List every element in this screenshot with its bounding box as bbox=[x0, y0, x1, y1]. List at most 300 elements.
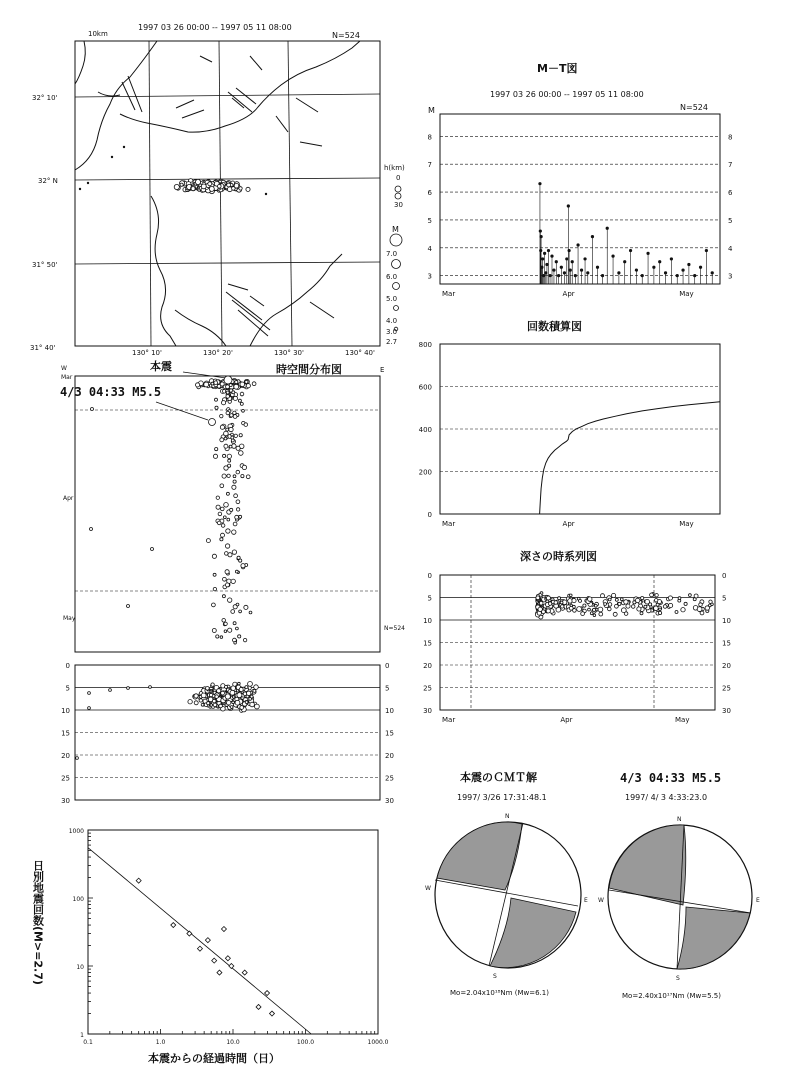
spacetime-event bbox=[239, 515, 242, 518]
spacetime-event bbox=[244, 423, 248, 427]
map-scale-label: 10km bbox=[88, 30, 108, 38]
mt-ytick-left: 3 bbox=[427, 272, 432, 281]
mt-point bbox=[557, 274, 560, 277]
spacetime-event bbox=[220, 484, 224, 488]
depth-time-event bbox=[678, 597, 681, 600]
mt-chart bbox=[428, 61, 733, 298]
spacetime-event bbox=[212, 629, 216, 633]
spacetime-event bbox=[226, 395, 230, 399]
spacetime-event bbox=[242, 465, 246, 469]
mag-legend-circle-4 bbox=[394, 306, 399, 311]
omori-point bbox=[269, 1011, 274, 1016]
spacetime-event-label: 4/3 04:33 M5.5 bbox=[60, 385, 162, 399]
lon-label-130-40: 130° 40' bbox=[345, 349, 375, 357]
spacetime-event bbox=[222, 595, 225, 598]
depth-section-event bbox=[249, 698, 252, 701]
mt-point bbox=[623, 260, 626, 263]
depth-section-event bbox=[221, 691, 225, 695]
spacetime-event bbox=[211, 382, 214, 385]
depth-section-plot bbox=[61, 662, 394, 805]
map-epicenter bbox=[227, 183, 231, 187]
spacetime-event-apr3 bbox=[209, 419, 216, 426]
mag-legend-6: 6.0 bbox=[386, 273, 398, 281]
spacetime-event bbox=[232, 444, 236, 448]
depth-time-title: 深さの時系列図 bbox=[520, 550, 597, 563]
mt-point bbox=[641, 274, 644, 277]
mt-point bbox=[548, 274, 551, 277]
mt-point bbox=[538, 182, 541, 185]
spacetime-event bbox=[227, 454, 231, 458]
spacetime-event bbox=[223, 516, 226, 519]
depth-section-event bbox=[237, 693, 242, 698]
cumulative-ytick: 200 bbox=[418, 468, 432, 477]
map-epicenter bbox=[201, 184, 206, 189]
mt-ytick-left: 7 bbox=[427, 161, 432, 170]
spacetime-event bbox=[240, 402, 243, 405]
depth-time-event bbox=[699, 603, 703, 607]
mt-point bbox=[541, 257, 544, 260]
mt-point bbox=[687, 263, 690, 266]
spacetime-event bbox=[236, 508, 239, 511]
depth-section-event bbox=[149, 686, 152, 689]
spacetime-event bbox=[220, 438, 224, 442]
spacetime-event bbox=[223, 577, 227, 581]
mt-point bbox=[611, 255, 614, 258]
depth-section-event bbox=[188, 700, 192, 704]
spacetime-event bbox=[236, 500, 240, 504]
spacetime-event bbox=[249, 611, 252, 614]
depth-section-event bbox=[109, 689, 112, 692]
spacetime-event bbox=[239, 434, 242, 437]
depth-section-right-tick: 20 bbox=[385, 752, 394, 760]
spacetime-event bbox=[226, 428, 229, 431]
depth-time-event bbox=[593, 614, 596, 617]
spacetime-event bbox=[222, 401, 226, 405]
depth-time-event bbox=[654, 606, 659, 611]
depth-section-event bbox=[212, 699, 216, 703]
spacetime-event bbox=[216, 505, 220, 509]
mt-point bbox=[681, 268, 684, 271]
depth-time-event bbox=[542, 610, 546, 614]
depth-time-event bbox=[613, 612, 617, 616]
depth-section-event bbox=[219, 704, 223, 708]
mt-point bbox=[568, 249, 571, 252]
omori-points bbox=[88, 848, 311, 1034]
spacetime-event bbox=[234, 642, 237, 645]
mt-xtick: Apr bbox=[562, 290, 575, 298]
spacetime-event bbox=[212, 603, 216, 607]
spacetime-event bbox=[232, 530, 236, 534]
depth-time-event bbox=[598, 607, 603, 612]
spacetime-event bbox=[245, 380, 248, 383]
depth-time-event bbox=[689, 594, 692, 597]
mt-xtick: Mar bbox=[442, 290, 456, 298]
spacetime-event bbox=[244, 605, 248, 609]
mt-count: N=524 bbox=[680, 103, 708, 112]
cumulative-line bbox=[540, 402, 720, 514]
cumulative-xtick: May bbox=[679, 520, 694, 528]
depth-time-event bbox=[684, 602, 687, 605]
map-header: 1997 03 26 00:00 -- 1997 05 11 08:00 bbox=[138, 23, 292, 32]
depth-section-event bbox=[207, 702, 210, 705]
spacetime-event bbox=[220, 425, 224, 429]
cmt-b-datetime: 1997/ 4/ 3 4:33:23.0 bbox=[625, 793, 708, 802]
beachball-a-w: W bbox=[425, 885, 431, 892]
depth-section-event bbox=[245, 686, 248, 689]
depth-section-left-tick: 30 bbox=[61, 797, 70, 805]
spacetime-event bbox=[127, 605, 130, 608]
omori-xtick: 100.0 bbox=[296, 1039, 315, 1046]
spacetime-event bbox=[222, 474, 226, 478]
mt-point bbox=[565, 257, 568, 260]
coastline bbox=[75, 41, 360, 346]
spacetime-event bbox=[233, 522, 237, 526]
spacetime-event bbox=[213, 587, 216, 590]
mt-point bbox=[586, 271, 589, 274]
depth-legend-title: h(km) bbox=[384, 164, 405, 172]
spacetime-event bbox=[234, 494, 238, 498]
depth-section-event bbox=[211, 683, 214, 686]
mainshock-leader bbox=[183, 372, 226, 378]
map-epicenter bbox=[195, 179, 200, 184]
depth-section-event bbox=[213, 703, 217, 707]
mt-point bbox=[652, 266, 655, 269]
beachball-a-s: S bbox=[493, 973, 497, 980]
spacetime-event bbox=[236, 470, 240, 474]
depth-time-event bbox=[558, 597, 561, 600]
cumulative-ytick: 400 bbox=[418, 426, 432, 434]
spacetime-event bbox=[228, 598, 232, 602]
spacetime-event bbox=[226, 529, 230, 533]
depth-time-event bbox=[577, 607, 582, 612]
spacetime-event bbox=[227, 518, 230, 521]
depth-time-left-tick: 20 bbox=[423, 662, 432, 670]
depth-time-event bbox=[618, 602, 621, 605]
spacetime-event bbox=[235, 570, 238, 573]
spacetime-event bbox=[234, 434, 237, 437]
mt-point bbox=[539, 229, 542, 232]
map-epicenter bbox=[174, 184, 179, 189]
spacetime-event bbox=[225, 570, 229, 574]
depth-time-xtick: May bbox=[674, 716, 690, 724]
spacetime-event bbox=[239, 451, 244, 456]
depth-section-event bbox=[250, 702, 255, 707]
depth-time-event bbox=[669, 603, 673, 607]
map-epicenter bbox=[180, 183, 183, 186]
depth-section-right-tick: 10 bbox=[385, 707, 394, 715]
spacetime-event bbox=[233, 396, 237, 400]
spacetime-event bbox=[239, 610, 242, 613]
depth-section-event bbox=[127, 687, 130, 690]
depth-time-event bbox=[569, 606, 573, 610]
map-epicenter bbox=[208, 182, 212, 186]
lat-label-31-50: 31° 50' bbox=[32, 261, 58, 269]
spacetime-event bbox=[217, 521, 221, 525]
spacetime-event bbox=[224, 503, 229, 508]
depth-section-event bbox=[255, 704, 260, 709]
beachball-a-e: E bbox=[584, 897, 588, 904]
lat-label-32-10: 32° 10' bbox=[32, 94, 58, 102]
mt-point bbox=[563, 271, 566, 274]
depth-time-event bbox=[655, 599, 658, 602]
spacetime-event bbox=[215, 398, 218, 401]
spacetime-event bbox=[221, 533, 225, 537]
spacetime-event bbox=[225, 544, 229, 548]
mt-point bbox=[664, 271, 667, 274]
lat-label-32: 32° N bbox=[38, 177, 58, 185]
depth-section-left-tick: 10 bbox=[61, 707, 70, 715]
spacetime-event bbox=[234, 384, 239, 389]
mt-point bbox=[601, 274, 604, 277]
omori-xtick: 10.0 bbox=[226, 1039, 240, 1046]
spacetime-event bbox=[151, 548, 154, 551]
depth-section-event bbox=[201, 703, 204, 706]
depth-legend-circle-0 bbox=[395, 186, 401, 192]
depth-time-event bbox=[709, 600, 712, 603]
spacetime-event bbox=[223, 454, 226, 457]
depth-time-event bbox=[554, 601, 558, 605]
depth-time-event bbox=[675, 611, 678, 614]
omori-xlabel: 本震からの経過時間（日） bbox=[148, 1052, 280, 1065]
spacetime-event bbox=[216, 496, 219, 499]
depth-time-xticks bbox=[442, 716, 689, 724]
omori-ylabel: 日別地震回数(M>=2.7) bbox=[31, 860, 45, 985]
depth-time-chart bbox=[423, 549, 731, 724]
spacetime-event bbox=[224, 622, 227, 625]
omori-point bbox=[197, 946, 202, 951]
omori-point bbox=[225, 956, 230, 961]
cumulative-xticks bbox=[442, 520, 694, 528]
spacetime-event bbox=[220, 382, 224, 386]
spacetime-event bbox=[240, 392, 244, 396]
spacetime-event bbox=[228, 628, 232, 632]
mt-point bbox=[676, 274, 679, 277]
spacetime-event bbox=[232, 550, 236, 554]
mt-point bbox=[543, 252, 546, 255]
mag-legend-5: 5.0 bbox=[386, 295, 398, 303]
mt-frame bbox=[440, 114, 720, 284]
spacetime-event bbox=[204, 382, 209, 387]
depth-time-event bbox=[570, 594, 573, 597]
mt-grid bbox=[428, 133, 733, 280]
spacetime-event bbox=[196, 383, 200, 387]
spacetime-title: 時空間分布図 bbox=[276, 363, 342, 376]
depth-time-left-tick: 25 bbox=[423, 684, 432, 693]
depth-time-event bbox=[631, 605, 635, 609]
depth-section-event bbox=[76, 757, 79, 760]
map-epicenter bbox=[209, 186, 214, 191]
depth-time-event bbox=[641, 597, 644, 600]
depth-time-event bbox=[668, 596, 672, 600]
mt-point bbox=[711, 271, 714, 274]
depth-section-event bbox=[232, 701, 235, 704]
map-epicenter bbox=[111, 156, 113, 158]
depth-time-event bbox=[560, 601, 563, 604]
mt-ytitle: M bbox=[428, 106, 435, 115]
beachball-b-e: E bbox=[756, 897, 760, 904]
depth-section-left-tick: 25 bbox=[61, 774, 70, 783]
mt-point bbox=[591, 235, 594, 238]
spacetime-event bbox=[235, 515, 239, 519]
cmt-a-moment: Mo=2.04x10¹⁸Nm (Mw=6.1) bbox=[450, 989, 549, 997]
cumulative-grid bbox=[419, 341, 720, 519]
spacetime-event bbox=[226, 492, 229, 495]
mt-point bbox=[693, 274, 696, 277]
spacetime-event bbox=[220, 538, 223, 541]
spacetime-event bbox=[242, 409, 245, 412]
beachball-b bbox=[598, 816, 760, 982]
depth-section-event bbox=[230, 706, 233, 709]
depth-section-event bbox=[245, 701, 248, 704]
depth-time-event bbox=[636, 598, 640, 602]
map-frame bbox=[75, 41, 380, 346]
omori-point bbox=[187, 931, 192, 936]
mt-point bbox=[617, 271, 620, 274]
mt-ytick-right: 7 bbox=[728, 161, 733, 170]
mt-ytick-left: 8 bbox=[427, 133, 432, 142]
mag-legend-27: 2.7 bbox=[386, 338, 398, 346]
depth-time-events bbox=[535, 592, 713, 619]
depth-time-event bbox=[536, 596, 540, 600]
spacetime-event bbox=[236, 627, 239, 630]
depth-time-right-tick: 5 bbox=[722, 594, 727, 603]
spacetime-event bbox=[224, 437, 227, 440]
depth-time-event bbox=[593, 608, 596, 611]
spacetime-event bbox=[229, 427, 233, 431]
mt-point bbox=[635, 268, 638, 271]
beachball-a bbox=[425, 813, 588, 980]
depth-section-event bbox=[201, 693, 206, 698]
depth-time-left-tick: 5 bbox=[427, 594, 432, 603]
depth-time-event bbox=[612, 593, 616, 597]
depth-time-event bbox=[644, 605, 647, 608]
depth-time-event bbox=[546, 609, 550, 613]
epicenter-map bbox=[30, 23, 380, 357]
spacetime-event bbox=[243, 638, 246, 641]
depth-time-event bbox=[615, 598, 618, 601]
map-count: N=524 bbox=[332, 31, 360, 40]
mt-point bbox=[670, 257, 673, 260]
omori-ytick: 1000 bbox=[68, 828, 84, 835]
mt-ytick-right: 8 bbox=[728, 133, 733, 142]
mt-ytick-left: 4 bbox=[427, 244, 432, 253]
depth-time-event bbox=[581, 612, 585, 616]
spacetime-e-label: E bbox=[380, 366, 385, 374]
depth-section-left-tick: 0 bbox=[65, 662, 70, 670]
spacetime-event bbox=[215, 448, 218, 451]
depth-time-event bbox=[650, 593, 654, 597]
spacetime-mar-label: Mar bbox=[61, 374, 73, 381]
beachball-a-n: N bbox=[505, 813, 510, 820]
depth-section-event bbox=[230, 690, 235, 695]
spacetime-w-label: W bbox=[61, 365, 67, 372]
cumulative-ytick: 800 bbox=[418, 341, 432, 349]
map-epicenter bbox=[234, 183, 239, 188]
spacetime-event bbox=[231, 439, 234, 442]
map-epicenter bbox=[123, 146, 125, 148]
depth-section-event bbox=[239, 688, 243, 692]
spacetime-event bbox=[220, 414, 223, 417]
spacetime-event bbox=[226, 391, 229, 394]
depth-time-grid bbox=[423, 572, 731, 715]
spacetime-event bbox=[233, 475, 236, 478]
depth-time-event bbox=[640, 612, 643, 615]
lon-label-130-30: 130° 30' bbox=[274, 349, 304, 357]
omori-ytick: 100 bbox=[72, 896, 84, 903]
omori-ytick: 1 bbox=[80, 1032, 84, 1039]
depth-time-event bbox=[608, 603, 612, 607]
spacetime-event bbox=[232, 391, 235, 394]
depth-time-left-tick: 10 bbox=[423, 617, 432, 625]
spacetime-event bbox=[228, 553, 232, 557]
event-leader bbox=[156, 402, 208, 420]
depth-time-event bbox=[624, 600, 628, 604]
mt-point bbox=[552, 268, 555, 271]
mt-title: M－T図 bbox=[537, 62, 578, 75]
cumulative-chart bbox=[419, 319, 720, 528]
mt-point bbox=[580, 268, 583, 271]
mt-point bbox=[658, 260, 661, 263]
omori-plot bbox=[32, 828, 389, 1065]
cmt-b-title: 4/3 04:33 M5.5 bbox=[620, 771, 722, 785]
depth-section-right-tick: 5 bbox=[385, 684, 390, 693]
depth-section-event bbox=[235, 700, 240, 705]
omori-point bbox=[217, 970, 222, 975]
omori-point bbox=[229, 964, 234, 969]
spacetime-event bbox=[233, 415, 237, 419]
depth-legend bbox=[384, 164, 405, 209]
mt-xtick: May bbox=[679, 290, 694, 298]
lon-label-130-10: 130° 10' bbox=[132, 349, 162, 357]
depth-section-event bbox=[225, 694, 230, 699]
depth-time-event bbox=[681, 608, 685, 612]
map-epicenters bbox=[79, 146, 267, 195]
spacetime-event bbox=[233, 622, 236, 625]
spacetime-event bbox=[218, 512, 222, 516]
cumulative-xtick: Mar bbox=[442, 520, 456, 528]
spacetime-event bbox=[224, 444, 228, 448]
spacetime-event bbox=[233, 480, 236, 483]
depth-section-event bbox=[215, 695, 219, 699]
spacetime-event bbox=[214, 381, 218, 385]
depth-time-event bbox=[621, 608, 626, 613]
cumulative-xtick: Apr bbox=[562, 520, 575, 528]
cumulative-ytick: 600 bbox=[418, 383, 432, 392]
omori-point bbox=[205, 938, 210, 943]
mt-point bbox=[545, 263, 548, 266]
spacetime-event bbox=[246, 384, 250, 388]
mt-point bbox=[583, 257, 586, 260]
spacetime-event bbox=[231, 436, 234, 439]
mt-point bbox=[567, 204, 570, 207]
beachball-b-s: S bbox=[676, 975, 680, 982]
mt-point bbox=[560, 266, 563, 269]
mt-point bbox=[571, 260, 574, 263]
spacetime-event bbox=[241, 564, 245, 568]
spacetime-event bbox=[241, 475, 244, 478]
spacetime-event bbox=[238, 635, 241, 638]
mt-ytick-right: 5 bbox=[728, 216, 733, 225]
depth-section-event bbox=[227, 701, 231, 705]
spacetime-event bbox=[238, 399, 241, 402]
spacetime-event bbox=[231, 610, 235, 614]
depth-time-event bbox=[659, 611, 662, 614]
spacetime-event bbox=[212, 554, 216, 558]
mt-point bbox=[699, 266, 702, 269]
spacetime-event bbox=[230, 414, 233, 417]
spacetime-event bbox=[206, 539, 210, 543]
depth-time-right-tick: 30 bbox=[722, 707, 731, 715]
